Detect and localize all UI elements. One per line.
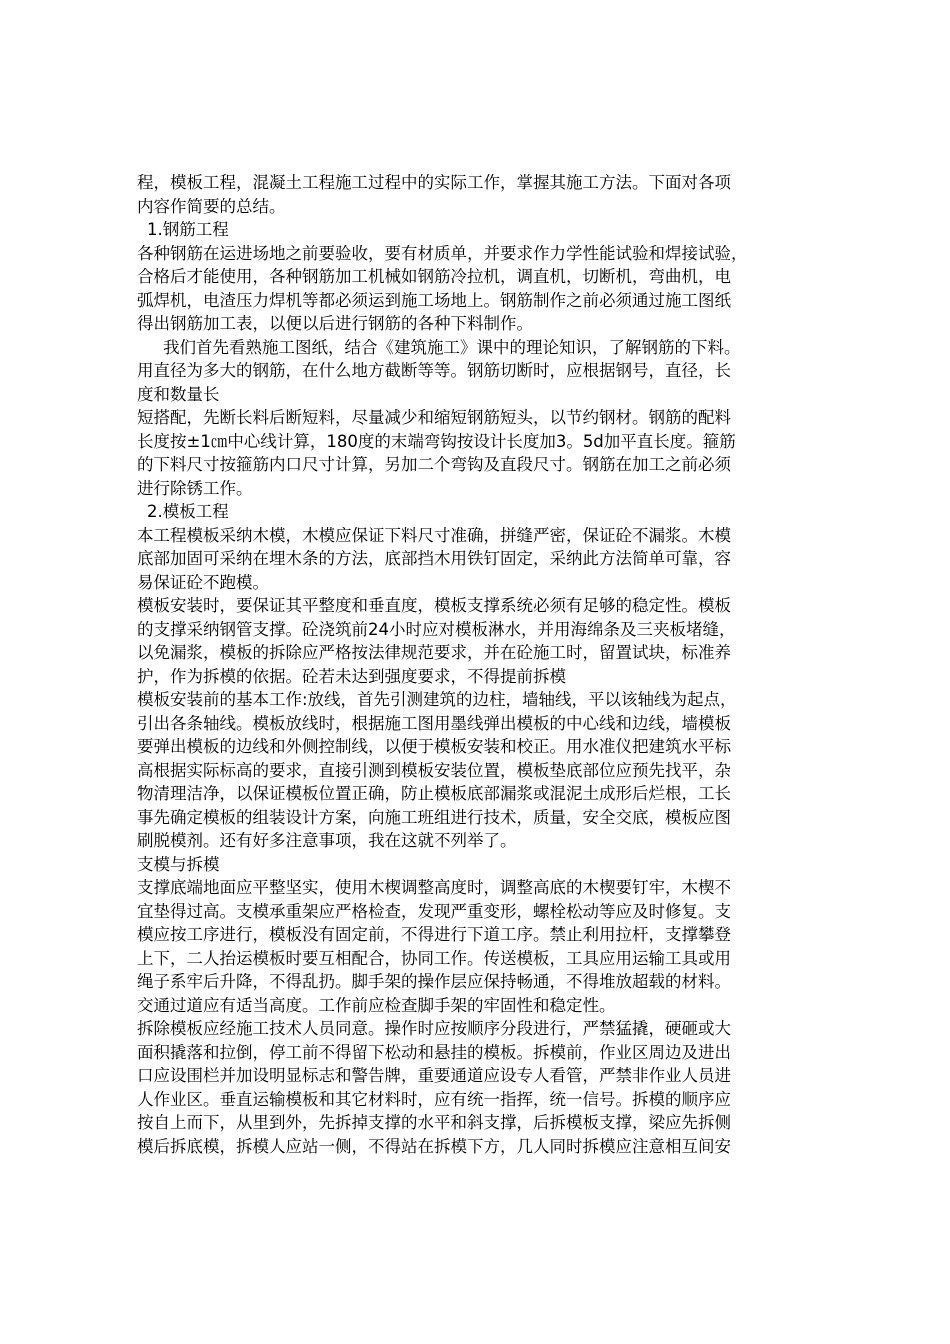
text-line: 口应设围栏并加设明显标志和警告牌，重要通道应设专人看管，严禁非作业人员进 bbox=[137, 1066, 731, 1085]
text-line: 支撑底端地面应平整坚实，使用木楔调整高度时，调整高底的木楔要钉牢，木楔不 bbox=[137, 878, 731, 897]
text-line: 护，作为拆模的依据。砼若未达到强度要求，不得提前拆模 bbox=[137, 666, 566, 686]
text-line: 以免漏浆，模板的拆除应严格按法律规范要求，并在砼施工时，留置试块，标准养 bbox=[137, 643, 731, 662]
text-line: 模后拆底模，拆模人应站一侧，不得站在拆模下方，几人同时拆模应注意相互间安 bbox=[137, 1136, 731, 1156]
text-line: 事先确定模板的组装设计方案，向施工班组进行技术，质量，安全交底，模板应图 bbox=[137, 807, 731, 827]
text-line: 得出钢筋加工表，以便以后进行钢筋的各种下料制作。 bbox=[137, 314, 533, 333]
text-line: 易保证砼不跑模。 bbox=[137, 572, 269, 592]
text-line: 内容作简要的总结。 bbox=[137, 196, 286, 216]
text-line: 绳子系牢后升降，不得乱扔。脚手架的操作层应保持畅通，不得堆放超载的材料。 bbox=[137, 972, 731, 991]
text-line: 短搭配，先断长料后断短料，尽量减少和缩短钢筋短头，以节约钢材。钢筋的配料 bbox=[137, 408, 731, 427]
text-line: 要弹出模板的边线和外侧控制线，以便于模板安装和校正。用水准仪把建筑水平标 bbox=[137, 737, 731, 756]
text-line: 程，模板工程，混凝土工程施工过程中的实际工作，掌握其施工方法。下面对各项 bbox=[137, 173, 731, 192]
text-line: 物清理洁净，以保证模板位置正确，防止模板底部漏浆或混泥土成形后烂根，工长 bbox=[137, 784, 731, 803]
text-line: 各种钢筋在运进场地之前要验收，要有材质单，并要求作力学性能试验和焊接试验， bbox=[137, 243, 748, 263]
text-line: 模应按工序进行，模板没有固定前，不得进行下道工序。禁止利用拉杆，支撑攀登 bbox=[137, 925, 731, 944]
text-line: 按自上而下，从里到外，先拆掉支撑的水平和斜支撑，后拆模板支撑，梁应先拆侧 bbox=[137, 1113, 731, 1132]
section-heading: 1.钢筋工程 bbox=[147, 220, 229, 239]
text-line: 我们首先看熟施工图纸，结合《建筑施工》课中的理论知识，了解钢筋的下料。 bbox=[163, 337, 741, 357]
text-line: 宜垫得过高。支模承重架应严格检查，发现严重变形，螺栓松动等应及时修复。支 bbox=[137, 901, 731, 921]
text-line: 合格后才能使用，各种钢筋加工机械如钢筋冷拉机，调直机，切断机，弯曲机，电 bbox=[137, 267, 731, 286]
text-line: 刷脱模剂。还有好多注意事项，我在这就不列举了。 bbox=[137, 831, 517, 850]
text-line: 高根据实际标高的要求，直接引测到模板安装位置，模板垫底部位应预先找平，杂 bbox=[137, 760, 731, 780]
section-heading: 2.模板工程 bbox=[147, 502, 229, 521]
text-line: 的支撑采纳钢管支撑。砼浇筑前24小时应对模板淋水，并用海绵条及三夹板堵缝， bbox=[137, 619, 736, 639]
text-line: 长度按±1㎝中心线计算，180度的末端弯钩按设计长度加3。5d加平直长度。箍筋 bbox=[137, 431, 736, 451]
text-line: 进行除锈工作。 bbox=[137, 478, 253, 498]
text-line: 用直径为多大的钢筋，在什么地方截断等等。钢筋切断时，应根据钢号，直径，长 bbox=[137, 361, 731, 380]
text-line: 拆除模板应经施工技术人员同意。操作时应按顺序分段进行，严禁猛撬，硬砸或大 bbox=[137, 1019, 731, 1038]
text-line: 支模与拆模 bbox=[137, 854, 220, 874]
text-line: 模板安装前的基本工作:放线，首先引测建筑的边柱，墙轴线，平以该轴线为起点， bbox=[137, 690, 737, 709]
text-line: 面积撬落和拉倒，停工前不得留下松动和悬挂的模板。拆模前，作业区周边及进出 bbox=[137, 1042, 731, 1062]
text-line: 底部加固可采纳在埋木条的方法，底部挡木用铁钉固定，采纳此方法简单可靠，容 bbox=[137, 549, 731, 568]
text-line: 弧焊机，电渣压力焊机等都必须运到施工场地上。钢筋制作之前必须通过施工图纸 bbox=[137, 290, 731, 310]
text-line: 度和数量长 bbox=[137, 384, 220, 404]
text-line: 交通过道应有适当高度。工作前应检查脚手架的牢固性和稳定性。 bbox=[137, 995, 616, 1015]
document-body bbox=[137, 171, 837, 1158]
text-line: 的下料尺寸按箍筋内口尺寸计算，另加二个弯钩及直段尺寸。钢筋在加工之前必须 bbox=[137, 455, 731, 474]
text-line: 人作业区。垂直运输模板和其它材料时，应有统一指挥，统一信号。拆模的顺序应 bbox=[137, 1089, 731, 1109]
text-line: 引出各条轴线。模板放线时，根据施工图用墨线弹出模板的中心线和边线，墙模板 bbox=[137, 713, 731, 733]
text-line: 模板安装时，要保证其平整度和垂直度，模板支撑系统必须有足够的稳定性。模板 bbox=[137, 596, 731, 615]
text-line: 本工程模板采纳木模，木模应保证下料尺寸准确，拼缝严密，保证砼不漏浆。木模 bbox=[137, 525, 731, 545]
text-line: 上下，二人抬运模板时要互相配合，协同工作。传送模板，工具应用运输工具或用 bbox=[137, 948, 731, 968]
